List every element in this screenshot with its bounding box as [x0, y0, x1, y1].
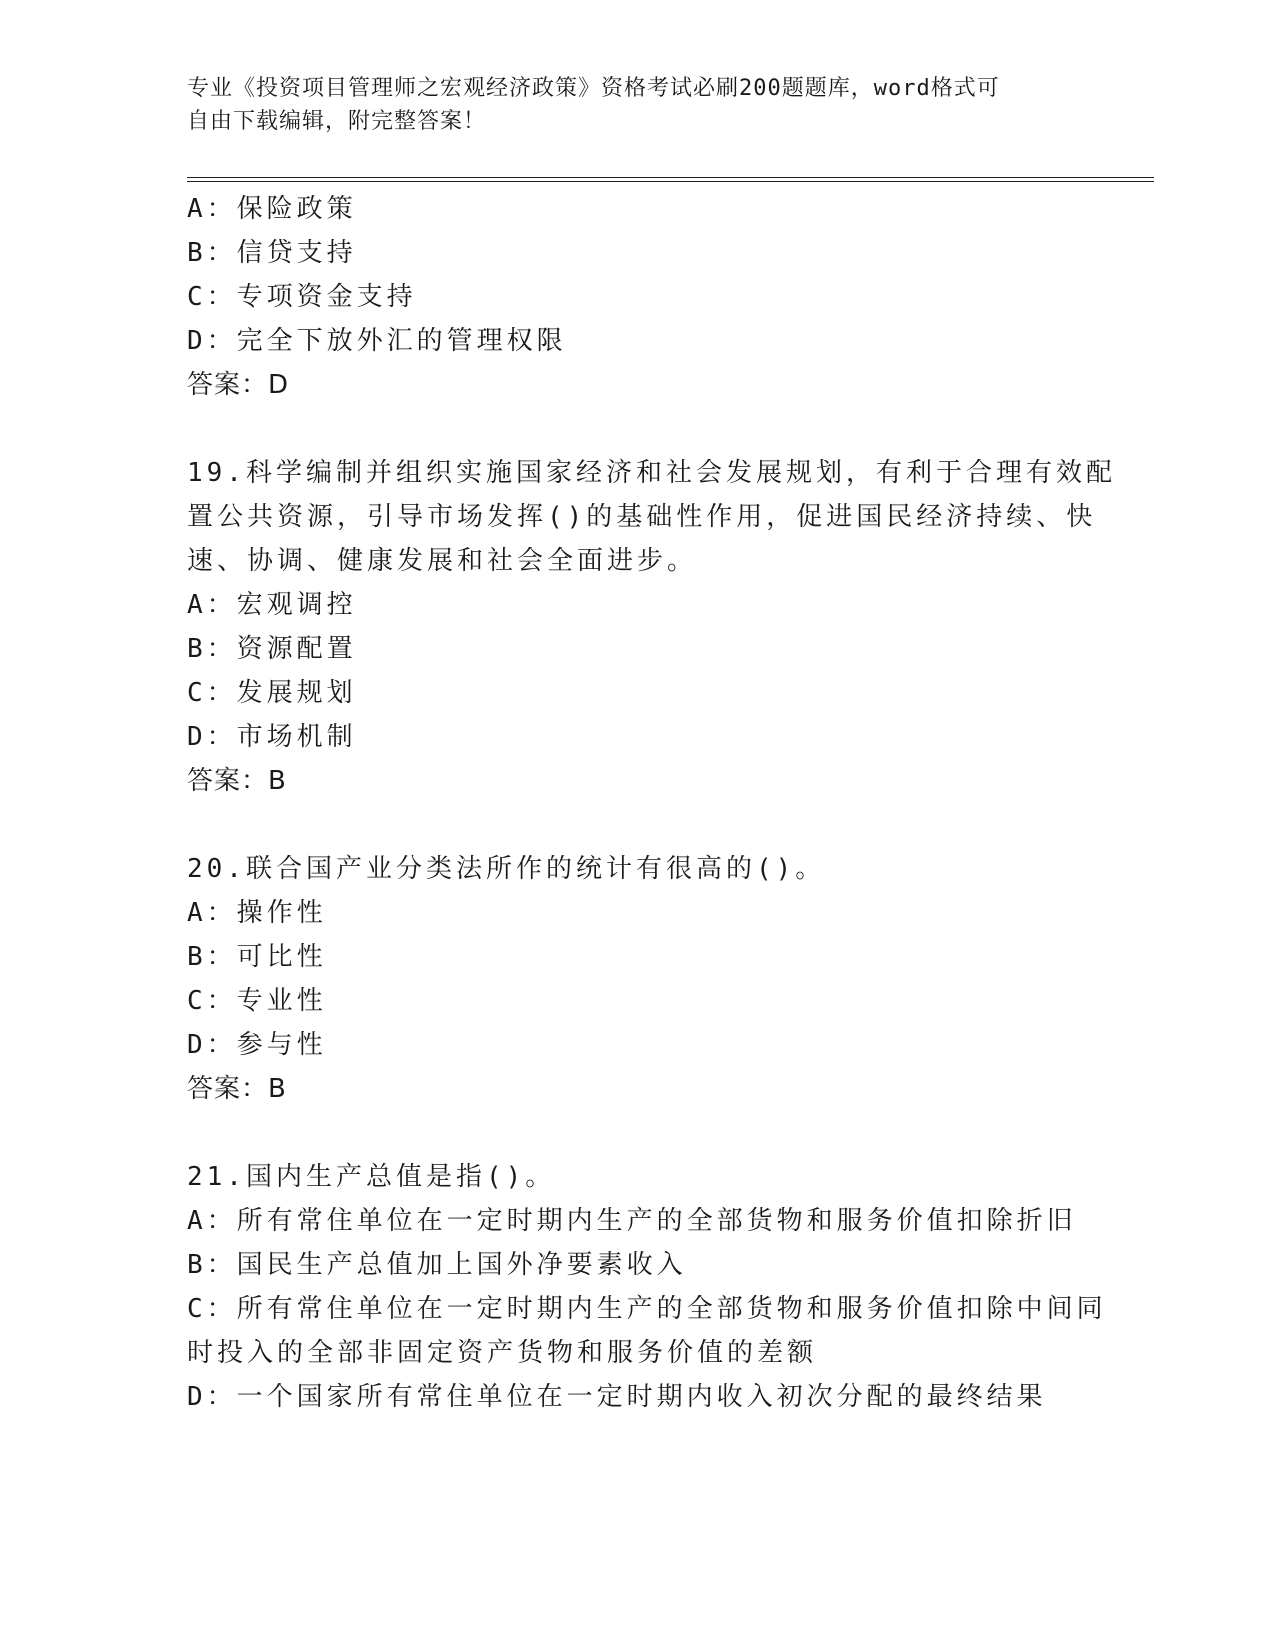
header-line-1: 专业《投资项目管理师之宏观经济政策》资格考试必刷200题题库，word格式可: [187, 76, 1000, 101]
question-21-stem: 21.国内生产总值是指()。: [187, 1162, 556, 1192]
question-19-option-a: A：宏观调控: [187, 590, 357, 620]
question-20-option-c: C：专业性: [187, 986, 327, 1016]
question-19-stem-line-3: 速、协调、健康发展和社会全面进步。: [187, 546, 698, 576]
question-19-stem-line-2: 置公共资源，引导市场发挥()的基础性作用，促进国民经济持续、快: [187, 502, 1097, 532]
option-c: C：专项资金支持: [187, 282, 417, 312]
question-19-stem-line-1: 19.科学编制并组织实施国家经济和社会发展规划，有利于合理有效配: [187, 458, 1116, 488]
question-20-option-b: B：可比性: [187, 942, 327, 972]
question-19-option-b: B：资源配置: [187, 634, 357, 664]
option-a: A：保险政策: [187, 194, 357, 224]
question-19-option-d: D：市场机制: [187, 722, 357, 752]
header-line-2: 自由下载编辑，附完整答案！: [187, 109, 487, 134]
question-20-option-a: A：操作性: [187, 898, 327, 928]
option-b: B：信贷支持: [187, 238, 357, 268]
question-20-answer: 答案：B: [187, 1074, 287, 1104]
document-header: [187, 72, 1067, 138]
question-21-option-a: A：所有常住单位在一定时期内生产的全部货物和服务价值扣除折旧: [187, 1206, 1077, 1236]
header-divider-bottom: [187, 181, 1154, 182]
question-21-option-b: B：国民生产总值加上国外净要素收入: [187, 1250, 687, 1280]
option-d: D：完全下放外汇的管理权限: [187, 326, 567, 356]
question-21-option-c-line-2: 时投入的全部非固定资产货物和服务价值的差额: [187, 1338, 818, 1368]
question-19-answer: 答案：B: [187, 766, 287, 796]
question-21-option-d: D：一个国家所有常住单位在一定时期内收入初次分配的最终结果: [187, 1382, 1047, 1412]
header-divider-top: [187, 177, 1154, 178]
question-20-option-d: D：参与性: [187, 1030, 327, 1060]
question-19-option-c: C：发展规划: [187, 678, 357, 708]
answer: 答案：D: [187, 370, 290, 400]
question-21-option-c-line-1: C：所有常住单位在一定时期内生产的全部货物和服务价值扣除中间同: [187, 1294, 1107, 1324]
question-20-stem: 20.联合国产业分类法所作的统计有很高的()。: [187, 854, 826, 884]
